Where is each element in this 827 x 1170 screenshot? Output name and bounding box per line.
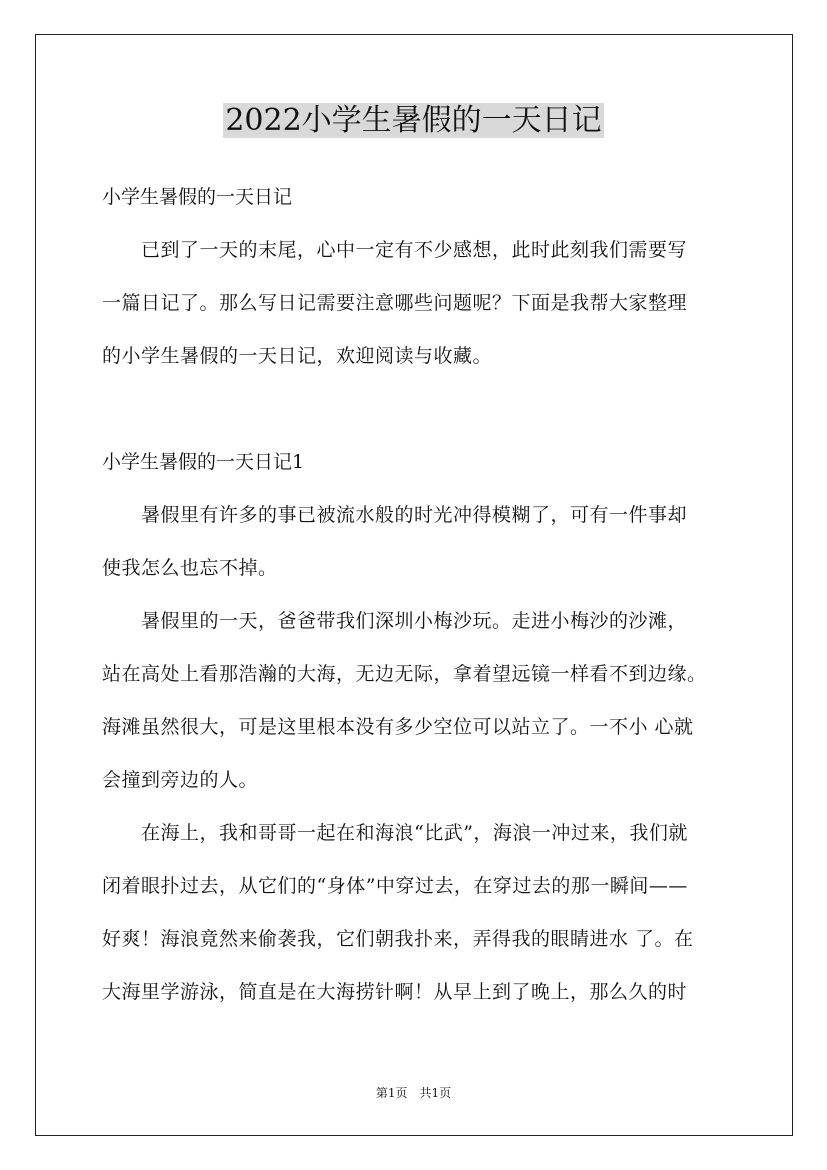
paragraph-line: 的小学生暑假的一天日记，欢迎阅读与收藏。 — [102, 345, 493, 367]
paragraph-line: 暑假里有许多的事已被流水般的时光冲得模糊了，可有一件事却 — [102, 504, 688, 526]
paragraph-line: 使我怎么也忘不掉。 — [102, 557, 278, 579]
paragraph-line: 站在高处上看那浩瀚的大海，无边无际，拿着望远镜一样看不到边缘。 — [102, 663, 707, 685]
paragraph-line: 在海上，我和哥哥一起在和海浪“比武”，海浪一冲过来，我们就 — [102, 822, 688, 844]
paragraph-line: 好爽！海浪竟然来偷袭我，它们朝我扑来，弄得我的眼睛进水 了。在 — [102, 928, 694, 950]
paragraph-line: 会撞到旁边的人。 — [102, 769, 259, 791]
paragraph-line: 大海里学游泳，简直是在大海捞针啊！从早上到了晚上，那么久的时 — [102, 981, 688, 1003]
blank-line — [102, 383, 730, 436]
document-title — [0, 100, 827, 142]
page-footer — [0, 1084, 827, 1101]
paragraph-line: 闭着眼扑过去，从它们的“身体”中穿过去，在穿过去的那一瞬间—— — [102, 875, 688, 897]
page-number: 第1页 共1页 — [375, 1086, 452, 1100]
paragraph-line: 暑假里的一天，爸爸带我们深圳小梅沙玩。走进小梅沙的沙滩， — [102, 610, 688, 632]
paragraph-line: 海滩虽然很大，可是这里根本没有多少空位可以站立了。一不小 心就 — [102, 716, 694, 738]
section-heading: 小学生暑假的一天日记1 — [102, 451, 305, 473]
paragraph-line: 一篇日记了。那么写日记需要注意哪些问题呢？下面是我帮大家整理 — [102, 292, 688, 314]
document-title-text: 2022小学生暑假的一天日记 — [225, 103, 602, 138]
paragraph-line: 已到了一天的末尾，心中一定有不少感想，此时此刻我们需要写 — [102, 239, 688, 261]
section-heading: 小学生暑假的一天日记 — [102, 186, 293, 208]
document-body — [102, 171, 730, 1019]
